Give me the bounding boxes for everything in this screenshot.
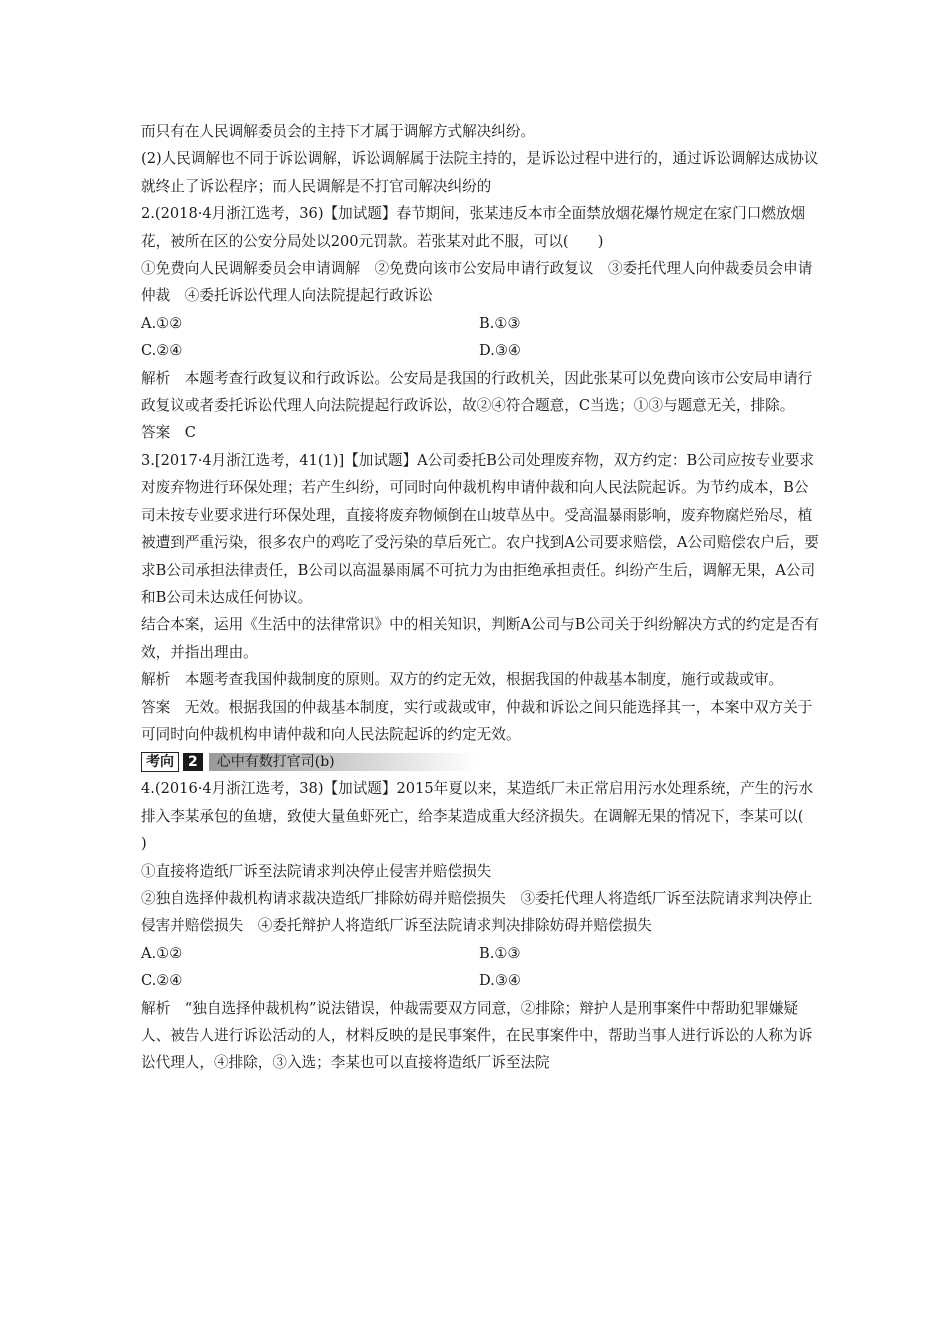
answer-option: C.②④ <box>141 342 183 360</box>
section-title: 心中有数打官司(b) <box>209 753 477 771</box>
paragraph: 解析 本题考查行政复议和行政诉讼。公安局是我国的行政机关，因此张某可以免费向该市公安局申请行政复议或者委托诉讼代理人向法院提起行政诉讼，故②④符合题意，C当选；①③与题意无关，排除。 <box>141 369 813 415</box>
answer-option: D.③④ <box>479 972 521 990</box>
paragraph: 结合本案，运用《生活中的法律常识》中的相关知识，判断A公司与B公司关于纠纷解决方式的约定是否有效，并指出理由。 <box>141 616 819 661</box>
paragraph: 解析 本题考查我国仲裁制度的原则。双方的约定无效，根据我国的仲裁基本制度，施行或裁或审。 <box>141 671 784 689</box>
paragraph: 答案 C <box>141 424 196 442</box>
document-body <box>141 118 833 1077</box>
paragraph: ①直接将造纸厂诉至法院请求判决停止侵害并赔偿损失 <box>141 862 492 880</box>
paragraph: 2.(2018·4月浙江选考，36)【加试题】春节期间，张某违反本市全面禁放烟花爆竹规定在家门口燃放烟花，被所在区的公安分局处以200元罚款。若张某对此不服，可以( ) <box>141 205 806 250</box>
answer-option: B.①③ <box>479 314 521 332</box>
paragraph: 4.(2016·4月浙江选考，38)【加试题】2015年夏以来，某造纸厂未正常启用污水处理系统，产生的污水排入李某承包的鱼塘，致使大量鱼虾死亡，给李某造成重大经济损失。在调解无果的情况下，李某可以( ) <box>141 780 833 853</box>
answer-option: A.①② <box>141 944 183 962</box>
paragraph: ②独自选择仲裁机构请求裁决造纸厂排除妨碍并赔偿损失 ③委托代理人将造纸厂诉至法院请求判决停止侵害并赔偿损失 ④委托辩护人将造纸厂诉至法院请求判决排除妨碍并赔偿损失 <box>141 889 813 935</box>
answer-option: B.①③ <box>479 944 521 962</box>
paragraph: 解析 “独自选择仲裁机构”说法错误，仲裁需要双方同意，②排除；辩护人是刑事案件中帮助犯罪嫌疑人、被告人进行诉讼活动的人，材料反映的是民事案件，在民事案件中，帮助当事人进行诉讼的人称为诉讼代理人，④排除，③入选；李某也可以直接将造纸厂诉至法院 <box>141 999 813 1072</box>
section-number-badge: 2 <box>183 753 203 771</box>
answer-option: C.②④ <box>141 972 183 990</box>
answer-option: A.①② <box>141 314 183 332</box>
section-heading <box>141 751 821 773</box>
answer-options-row <box>141 310 821 337</box>
paragraph: 3.[2017·4月浙江选考，41(1)]【加试题】A公司委托B公司处理废弃物，双方约定：B公司应按专业要求对废弃物进行环保处理；若产生纠纷，可同时向仲裁机构申请仲裁和向人民法院起诉。为节约成本，B公司未按专业要求进行环保处理，直接将废弃物倾倒在山坡草丛中。受高温暴雨影响，废弃物腐烂殆尽，植被遭到严重污染，很多农户的鸡吃了受污染的草后死亡。农户找到A公司要求赔偿，A公司赔偿农户后，要求B公司承担法律责任，B公司以高温暴雨属不可抗力为由拒绝承担责任。纠纷产生后，调解无果，A公司和B公司未达成任何协议。 <box>141 451 819 606</box>
answer-options-row <box>141 940 821 967</box>
paragraph: (2)人民调解也不同于诉讼调解，诉讼调解属于法院主持的，是诉讼过程中进行的，通过诉讼调解达成协议就终止了诉讼程序；而人民调解是不打官司解决纠纷的 <box>141 150 819 195</box>
paragraph: ①免费向人民调解委员会申请调解 ②免费向该市公安局申请行政复议 ③委托代理人向仲裁委员会申请仲裁 ④委托诉讼代理人向法院提起行政诉讼 <box>141 260 813 305</box>
answer-options-row <box>141 337 821 364</box>
paragraph: 答案 无效。根据我国的仲裁基本制度，实行或裁或审，仲裁和诉讼之间只能选择其一，本案中双方关于可同时向仲裁机构申请仲裁和向人民法院起诉的约定无效。 <box>141 698 813 743</box>
answer-option: D.③④ <box>479 342 521 360</box>
answer-options-row <box>141 967 821 994</box>
paragraph: 而只有在人民调解委员会的主持下才属于调解方式解决纠纷。 <box>141 123 536 140</box>
section-tag: 考向 <box>141 752 179 772</box>
